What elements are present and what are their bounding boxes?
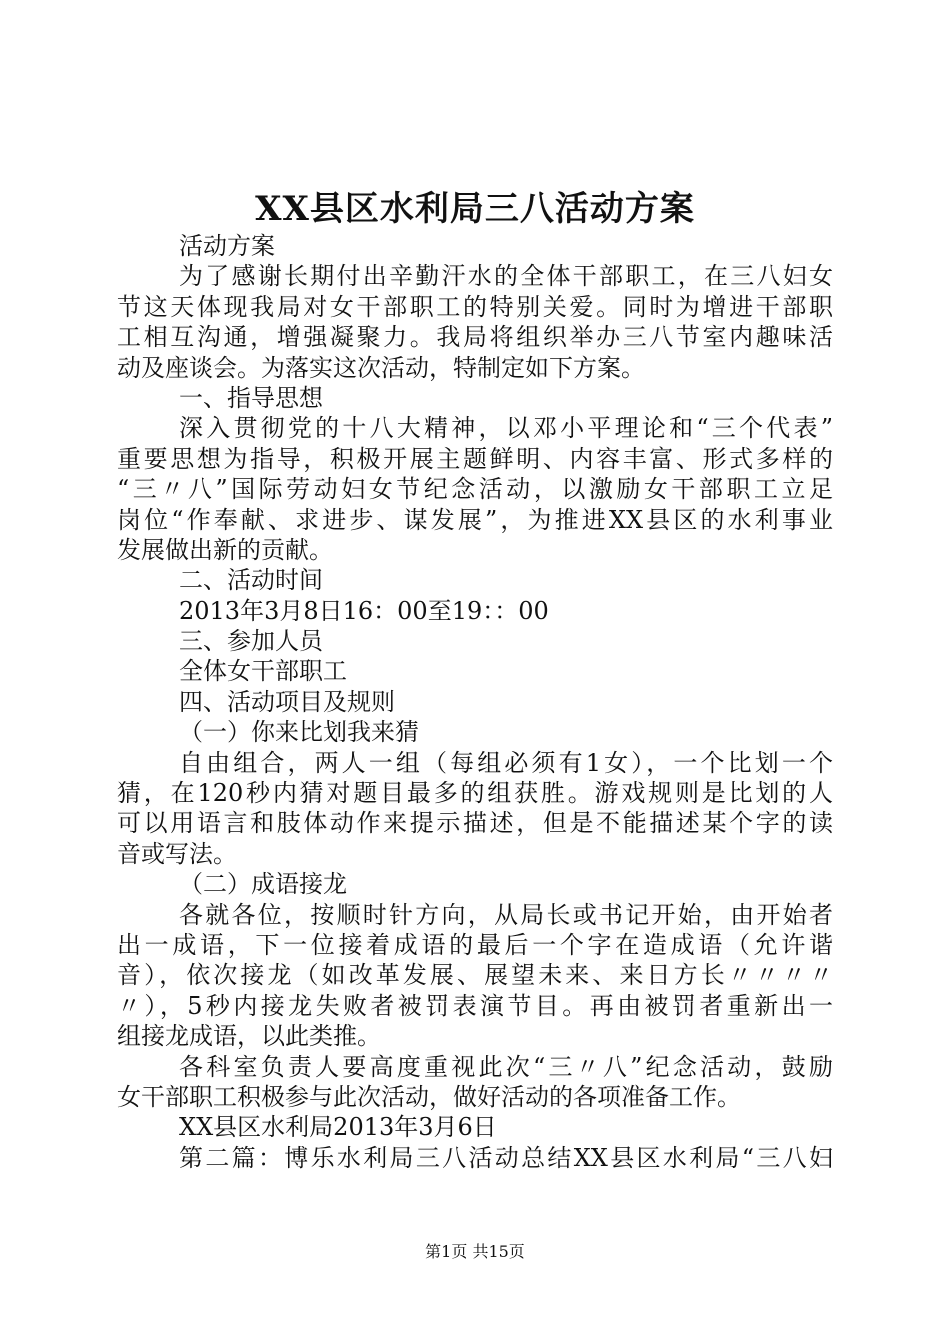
section-heading: 二、活动时间	[179, 566, 323, 595]
text-line: 岗位“作奉献、求进步、谋发展”，为推进XX县区的水利事业	[117, 505, 833, 534]
text-line: 出一成语，下一位接着成语的最后一个字在造成语（允许谐	[117, 930, 833, 959]
text-line: 〃），5秒内接龙失败者被罚表演节目。再由被罚者重新出一	[117, 991, 833, 1020]
text-line: 猜，在120秒内猜对题目最多的组获胜。游戏规则是比划的人	[117, 779, 833, 808]
text-line: 各科室负责人要高度重视此次“三〃八”纪念活动，鼓励	[179, 1052, 833, 1081]
section-heading: 四、活动项目及规则	[179, 687, 395, 716]
text-line: 自由组合，两人一组（每组必须有1女），一个比划一个	[179, 748, 833, 777]
text-line: 活动方案	[179, 232, 275, 260]
text-line: 全体女干部职工	[179, 657, 347, 686]
text-line: 重要思想为指导，积极开展主题鲜明、内容丰富、形式多样的	[117, 444, 833, 473]
text-line: 第二篇：博乐水利局三八活动总结XX县区水利局“三八妇	[179, 1143, 833, 1172]
text-line: 组接龙成语，以此类推。	[117, 1022, 381, 1051]
text-line: 深入贯彻党的十八大精神，以邓小平理论和“三个代表”	[179, 414, 833, 443]
text-line: 2013年3月8日16：00至19：：00	[179, 596, 549, 625]
text-line: “三〃八”国际劳动妇女节纪念活动，以激励女干部职工立足	[117, 475, 833, 504]
text-line: 各就各位，按顺时针方向，从局长或书记开始，由开始者	[179, 900, 833, 929]
page-footer: 第1页 共15页	[425, 1242, 525, 1261]
section-heading: 三、参加人员	[179, 627, 323, 656]
text-line: 音），依次接龙（如改革发展、展望未来、来日方长〃〃〃〃	[117, 961, 833, 990]
text-line: 动及座谈会。为落实这次活动，特制定如下方案。	[117, 353, 645, 382]
text-line: 音或写法。	[117, 839, 237, 868]
subsection-heading: （一）你来比划我来猜	[179, 718, 419, 747]
signature-date: XX县区水利局2013年3月6日	[179, 1113, 497, 1142]
text-line: 发展做出新的贡献。	[117, 535, 333, 564]
text-line: 女干部职工积极参与此次活动，做好活动的各项准备工作。	[117, 1082, 741, 1111]
text-line: 节这天体现我局对女干部职工的特别关爱。同时为增进干部职	[117, 292, 833, 321]
text-line: 可以用语言和肢体动作来提示描述，但是不能描述某个字的读	[117, 809, 833, 838]
document-body	[117, 231, 833, 1173]
subsection-heading: （二）成语接龙	[179, 870, 347, 899]
text-line: 为了感谢长期付出辛勤汗水的全体干部职工，在三八妇女	[179, 262, 833, 291]
section-heading: 一、指导思想	[179, 383, 323, 412]
text-line: 工相互沟通，增强凝聚力。我局将组织举办三八节室内趣味活	[117, 323, 833, 352]
document-title: XX县区水利局三八活动方案	[255, 189, 695, 229]
